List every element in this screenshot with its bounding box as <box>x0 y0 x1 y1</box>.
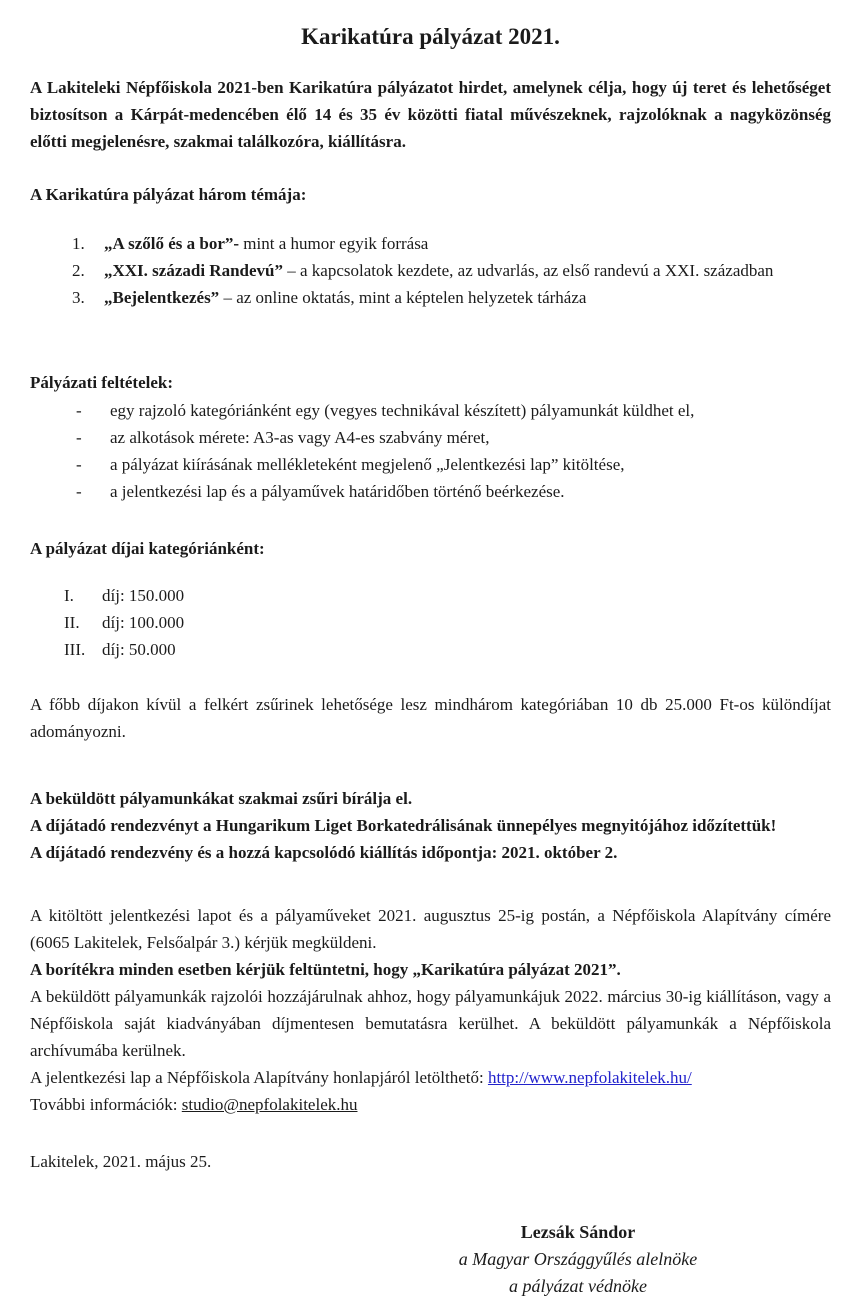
prize-text: díj: 100.000 <box>102 613 185 632</box>
list-dash: - <box>76 401 82 420</box>
themes-heading: A Karikatúra pályázat három témája: <box>30 185 307 204</box>
date-place-line: Lakitelek, 2021. május 25. <box>30 1152 212 1171</box>
conditions-list <box>30 397 831 505</box>
intro-paragraph: A Lakiteleki Népfőiskola 2021-ben Karikatúra pályázatot hirdet, amelynek célja, hogy új teret és lehetőséget biztosítson a Kárpát-medencében élő 14 és 35 év közötti fiatal művészeknek, rajzolóknak a nagyközönség előtti megjelenésre, szakmai találkozóra, kiállításra. <box>30 78 831 151</box>
signatory-name: Lezsák Sándor <box>520 1222 636 1242</box>
theme-description: – a kapcsolatok kezdete, az udvarlás, az első randevú a XXI. században <box>283 261 774 280</box>
list-dash: - <box>76 455 82 474</box>
prize-text: díj: 50.000 <box>102 640 176 659</box>
list-item <box>30 257 831 284</box>
info-prefix: További információk: <box>30 1095 182 1114</box>
list-number: 3. <box>72 288 85 307</box>
website-link[interactable]: http://www.nepfolakitelek.hu/ <box>487 1068 692 1087</box>
signature-block <box>413 1219 743 1300</box>
jury-section <box>30 785 831 866</box>
list-roman-numeral: II. <box>64 613 80 632</box>
prize-text: díj: 150.000 <box>102 586 185 605</box>
list-dash: - <box>76 428 82 447</box>
condition-text: a pályázat kiírásának mellékleteként megjelenő „Jelentkezési lap” kitöltése, <box>110 455 625 474</box>
submission-section <box>30 902 831 1118</box>
list-dash: - <box>76 482 82 501</box>
theme-title: „Bejelentkezés” <box>104 288 220 307</box>
email-link[interactable]: studio@nepfolakitelek.hu <box>181 1095 358 1114</box>
list-number: 2. <box>72 261 85 280</box>
theme-description: – az online oktatás, mint a képtelen helyzetek tárháza <box>219 288 587 307</box>
usage-rights-paragraph: A beküldött pályamunkák rajzolói hozzájárulnak ahhoz, hogy pályamunkájuk 2022. március 30-ig kiállításon, vagy a Népfőiskola saját kiadványában díjmentesen bemutatásra kerülhet. A beküldött pályamunkák a Népfőiskola archívumába kerülnek. <box>30 987 831 1060</box>
themes-list <box>30 230 831 311</box>
condition-text: egy rajzoló kategóriánként egy (vegyes technikával készített) pályamunkát küldhet el, <box>110 401 695 420</box>
conditions-heading: Pályázati feltételek: <box>30 373 174 392</box>
list-item <box>30 636 831 663</box>
prizes-heading: A pályázat díjai kategóriánként: <box>30 539 265 558</box>
special-prize-note: A főbb díjakon kívül a felkért zsűrinek lehetősége lesz mindhárom kategóriában 10 db 25.000 Ft-os különdíjat adományozni. <box>30 695 831 741</box>
ceremony-date-line: A díjátadó rendezvény és a hozzá kapcsolódó kiállítás időpontja: 2021. október 2. <box>30 843 618 862</box>
list-item <box>30 230 831 257</box>
jury-line: A beküldött pályamunkákat szakmai zsűri bírálja el. <box>30 789 413 808</box>
list-item <box>30 609 831 636</box>
envelope-note: A borítékra minden esetben kérjük feltüntetni, hogy „Karikatúra pályázat 2021”. <box>30 960 621 979</box>
condition-text: a jelentkezési lap és a pályaművek határidőben történő beérkezése. <box>110 482 565 501</box>
info-line <box>30 1091 831 1118</box>
award-ceremony-line: A díjátadó rendezvényt a Hungarikum Liget Borkatedrálisának ünnepélyes megnyitójához időzítettük! <box>30 816 777 835</box>
list-item <box>30 397 831 424</box>
prizes-list <box>30 582 831 663</box>
theme-title: „A szőlő és a bor”- <box>104 234 240 253</box>
theme-title: „XXI. századi Randevú” <box>104 261 283 280</box>
download-line <box>30 1064 831 1091</box>
page-title: Karikatúra pályázat 2021. <box>301 24 560 49</box>
theme-description: mint a humor egyik forrása <box>239 234 429 253</box>
list-item <box>30 478 831 505</box>
list-roman-numeral: III. <box>64 640 86 659</box>
download-prefix: A jelentkezési lap a Népfőiskola Alapítvány honlapjáról letölthető: <box>30 1068 488 1087</box>
list-item <box>30 582 831 609</box>
list-roman-numeral: I. <box>64 586 74 605</box>
signatory-role-1: a Magyar Országgyűlés alelnöke <box>458 1249 698 1269</box>
list-item <box>30 284 831 311</box>
submission-instructions: A kitöltött jelentkezési lapot és a pályaműveket 2021. augusztus 25-ig postán, a Népfőiskola Alapítvány címére (6065 Lakitelek, Felsőalpár 3.) kérjük megküldeni. <box>30 906 831 952</box>
list-number: 1. <box>72 234 85 253</box>
list-item <box>30 451 831 478</box>
list-item <box>30 424 831 451</box>
signatory-role-2: a pályázat védnöke <box>509 1276 647 1296</box>
condition-text: az alkotások mérete: A3-as vagy A4-es szabvány méret, <box>110 428 490 447</box>
